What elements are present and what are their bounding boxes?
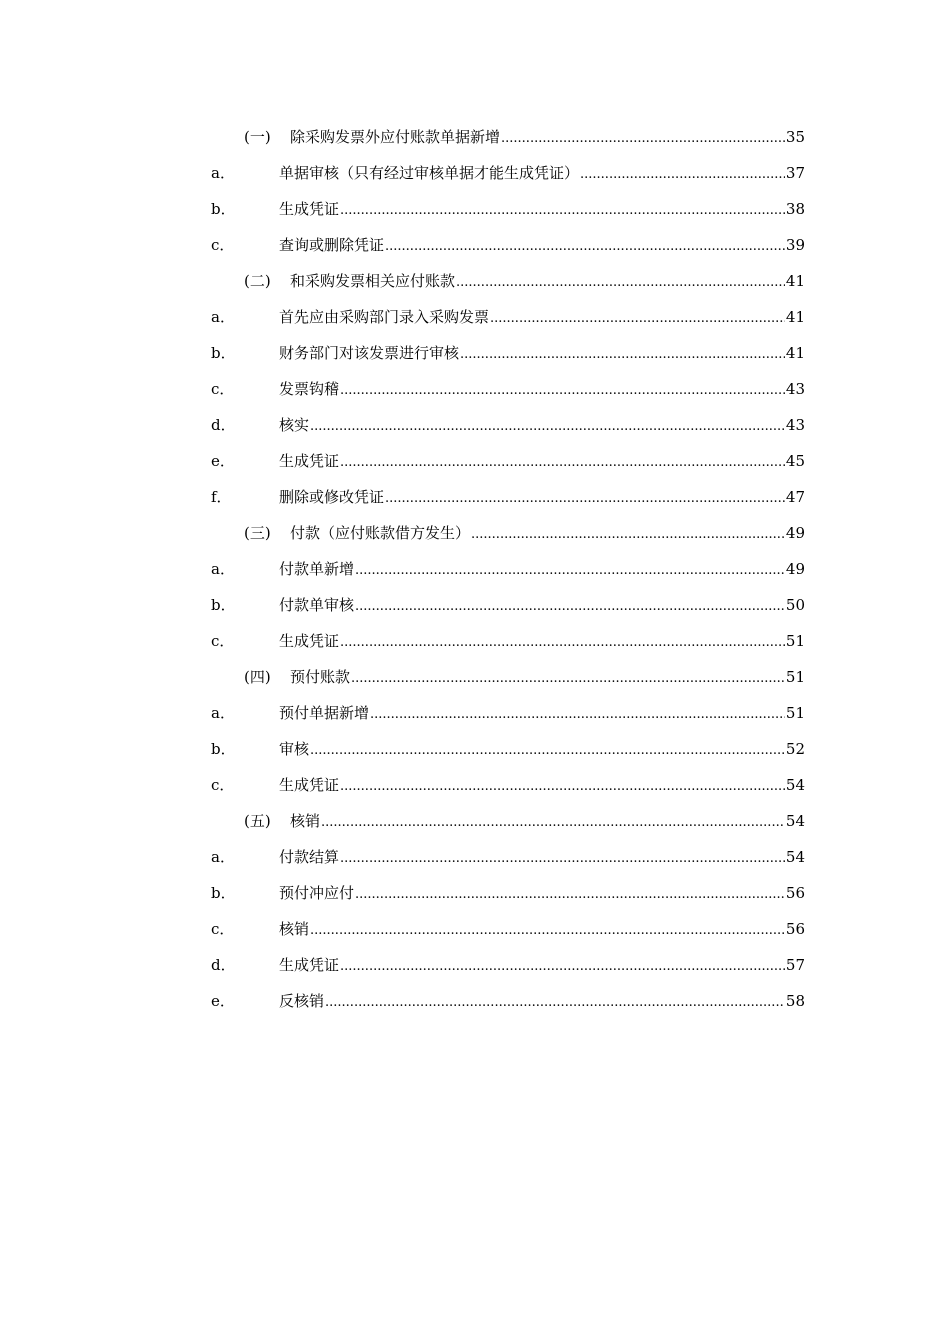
- toc-subsection-entry[interactable]: [0, 443, 950, 479]
- toc-dot-leader: [385, 481, 804, 517]
- toc-entry-leader-line: [279, 443, 805, 481]
- toc-entry-page-number: 50: [785, 587, 805, 623]
- toc-subsection-entry[interactable]: [0, 155, 950, 191]
- toc-dot-leader: [340, 373, 804, 409]
- toc-subsection-entry[interactable]: [0, 983, 950, 1019]
- toc-entry-title: 生成凭证: [279, 632, 340, 650]
- toc-entry-page-number: 41: [785, 263, 805, 299]
- toc-entry-leader-line: [279, 299, 805, 337]
- toc-entry-marker: c．: [211, 920, 235, 938]
- toc-entry-marker: (四): [244, 668, 271, 686]
- toc-entry-title: 首先应由采购部门录入采购发票: [279, 308, 490, 326]
- toc-entry-leader-line: [279, 983, 805, 1021]
- toc-dot-leader: [351, 661, 804, 697]
- toc-dot-leader: [490, 301, 804, 337]
- toc-entry-marker: (五): [244, 812, 271, 830]
- toc-entry-marker: a．: [211, 308, 235, 326]
- toc-subsection-entry[interactable]: [0, 227, 950, 263]
- toc-dot-leader: [460, 337, 804, 373]
- toc-entry-title: 和采购发票相关应付账款: [290, 272, 456, 290]
- toc-entry-page-number: 39: [785, 227, 805, 263]
- toc-entry-marker: b．: [211, 884, 236, 902]
- toc-entry-leader-line: [279, 227, 805, 265]
- toc-entry-leader-line: [279, 155, 805, 193]
- toc-entry-marker: d．: [211, 416, 236, 434]
- toc-subsection-entry[interactable]: [0, 335, 950, 371]
- toc-entry-leader-line: [279, 479, 805, 517]
- toc-entry-title: 单据审核（只有经过审核单据才能生成凭证）: [279, 164, 580, 182]
- toc-subsection-entry[interactable]: [0, 299, 950, 335]
- toc-entry-marker: (一): [244, 128, 271, 146]
- toc-dot-leader: [355, 589, 804, 625]
- toc-entry-title: 预付账款: [290, 668, 351, 686]
- toc-dot-leader: [355, 553, 804, 589]
- toc-dot-leader: [355, 877, 804, 913]
- toc-entry-marker: c．: [211, 776, 235, 794]
- toc-dot-leader: [310, 733, 804, 769]
- toc-dot-leader: [340, 193, 804, 229]
- toc-section-entry[interactable]: [0, 803, 950, 839]
- toc-entry-marker: a．: [211, 704, 235, 722]
- toc-dot-leader: [580, 157, 804, 193]
- toc-dot-leader: [340, 445, 804, 481]
- toc-entry-title: 反核销: [279, 992, 325, 1010]
- toc-subsection-entry[interactable]: [0, 371, 950, 407]
- toc-dot-leader: [321, 805, 804, 841]
- toc-section-entry[interactable]: [0, 515, 950, 551]
- toc-entry-title: 核销: [279, 920, 310, 938]
- toc-entry-page-number: 41: [785, 299, 805, 335]
- toc-entry-page-number: 51: [785, 623, 805, 659]
- toc-entry-title: 核销: [290, 812, 321, 830]
- toc-section-entry[interactable]: [0, 263, 950, 299]
- toc-entry-title: 查询或删除凭证: [279, 236, 385, 254]
- toc-entry-leader-line: [290, 803, 805, 841]
- toc-subsection-entry[interactable]: [0, 191, 950, 227]
- toc-entry-title: 预付单据新增: [279, 704, 370, 722]
- toc-subsection-entry[interactable]: [0, 767, 950, 803]
- toc-entry-page-number: 56: [785, 875, 805, 911]
- toc-entry-marker: b．: [211, 740, 236, 758]
- toc-entry-page-number: 58: [785, 983, 805, 1019]
- toc-entry-title: 审核: [279, 740, 310, 758]
- toc-entry-page-number: 57: [785, 947, 805, 983]
- toc-entry-title: 付款（应付账款借方发生）: [290, 524, 471, 542]
- toc-section-entry[interactable]: [0, 119, 950, 155]
- toc-entry-title: 发票钩稽: [279, 380, 340, 398]
- toc-entry-leader-line: [279, 731, 805, 769]
- toc-entry-page-number: 43: [785, 407, 805, 443]
- toc-dot-leader: [501, 121, 804, 157]
- toc-entry-page-number: 49: [785, 551, 805, 587]
- toc-dot-leader: [310, 409, 804, 445]
- toc-entry-leader-line: [279, 371, 805, 409]
- toc-subsection-entry[interactable]: [0, 839, 950, 875]
- toc-dot-leader: [385, 229, 804, 265]
- toc-subsection-entry[interactable]: [0, 551, 950, 587]
- toc-entry-page-number: 38: [785, 191, 805, 227]
- toc-entry-title: 除采购发票外应付账款单据新增: [290, 128, 501, 146]
- toc-entry-leader-line: [290, 263, 805, 301]
- toc-entry-title: 生成凭证: [279, 956, 340, 974]
- toc-subsection-entry[interactable]: [0, 407, 950, 443]
- toc-subsection-entry[interactable]: [0, 587, 950, 623]
- toc-entry-marker: b．: [211, 200, 236, 218]
- toc-entry-leader-line: [279, 947, 805, 985]
- toc-entry-leader-line: [279, 839, 805, 877]
- toc-entry-page-number: 56: [785, 911, 805, 947]
- toc-entry-leader-line: [279, 587, 805, 625]
- toc-subsection-entry[interactable]: [0, 479, 950, 515]
- toc-entry-leader-line: [279, 191, 805, 229]
- toc-entry-title: 生成凭证: [279, 452, 340, 470]
- toc-entry-marker: (三): [244, 524, 271, 542]
- toc-entry-marker: f．: [211, 488, 232, 506]
- toc-dot-leader: [325, 985, 804, 1021]
- toc-entry-title: 生成凭证: [279, 776, 340, 794]
- toc-entry-page-number: 47: [785, 479, 805, 515]
- toc-entry-title: 付款单新增: [279, 560, 355, 578]
- toc-entry-marker: a．: [211, 848, 235, 866]
- toc-entry-page-number: 54: [785, 803, 805, 839]
- toc-entry-page-number: 54: [785, 767, 805, 803]
- toc-entry-title: 删除或修改凭证: [279, 488, 385, 506]
- toc-entry-page-number: 43: [785, 371, 805, 407]
- toc-entry-leader-line: [279, 407, 805, 445]
- toc-entry-marker: (二): [244, 272, 271, 290]
- toc-dot-leader: [340, 949, 804, 985]
- toc-entry-page-number: 41: [785, 335, 805, 371]
- toc-entry-marker: c．: [211, 236, 235, 254]
- toc-entry-leader-line: [279, 875, 805, 913]
- toc-dot-leader: [456, 265, 804, 301]
- toc-dot-leader: [370, 697, 804, 733]
- toc-entry-marker: b．: [211, 596, 236, 614]
- toc-entry-page-number: 51: [785, 695, 805, 731]
- toc-entry-leader-line: [279, 551, 805, 589]
- toc-entry-leader-line: [290, 119, 805, 157]
- toc-dot-leader: [340, 769, 804, 805]
- toc-entry-leader-line: [279, 911, 805, 949]
- toc-subsection-entry[interactable]: [0, 947, 950, 983]
- toc-entry-title: 付款结算: [279, 848, 340, 866]
- toc-entry-title: 付款单审核: [279, 596, 355, 614]
- toc-dot-leader: [340, 625, 804, 661]
- toc-entry-marker: a．: [211, 560, 235, 578]
- toc-entry-page-number: 37: [785, 155, 805, 191]
- toc-subsection-entry[interactable]: [0, 875, 950, 911]
- toc-entry-leader-line: [279, 623, 805, 661]
- toc-subsection-entry[interactable]: [0, 623, 950, 659]
- toc-entry-leader-line: [279, 335, 805, 373]
- toc-entry-page-number: 35: [785, 119, 805, 155]
- toc-section-entry[interactable]: [0, 659, 950, 695]
- toc-entry-marker: a．: [211, 164, 235, 182]
- toc-dot-leader: [471, 517, 804, 553]
- toc-entry-page-number: 45: [785, 443, 805, 479]
- toc-subsection-entry[interactable]: [0, 695, 950, 731]
- toc-entry-title: 生成凭证: [279, 200, 340, 218]
- toc-subsection-entry[interactable]: [0, 731, 950, 767]
- toc-entry-page-number: 51: [785, 659, 805, 695]
- toc-entry-page-number: 49: [785, 515, 805, 551]
- toc-entry-marker: c．: [211, 632, 235, 650]
- toc-entry-marker: e．: [211, 992, 235, 1010]
- toc-dot-leader: [340, 841, 804, 877]
- toc-entry-leader-line: [279, 695, 805, 733]
- toc-entry-marker: e．: [211, 452, 235, 470]
- table-of-contents: [0, 119, 950, 1019]
- toc-entry-page-number: 54: [785, 839, 805, 875]
- toc-entry-leader-line: [290, 515, 805, 553]
- toc-entry-title: 财务部门对该发票进行审核: [279, 344, 460, 362]
- toc-entry-leader-line: [279, 767, 805, 805]
- toc-subsection-entry[interactable]: [0, 911, 950, 947]
- toc-entry-marker: b．: [211, 344, 236, 362]
- toc-entry-page-number: 52: [785, 731, 805, 767]
- toc-entry-marker: c．: [211, 380, 235, 398]
- toc-entry-marker: d．: [211, 956, 236, 974]
- toc-dot-leader: [310, 913, 804, 949]
- toc-entry-leader-line: [290, 659, 805, 697]
- toc-entry-title: 核实: [279, 416, 310, 434]
- toc-entry-title: 预付冲应付: [279, 884, 355, 902]
